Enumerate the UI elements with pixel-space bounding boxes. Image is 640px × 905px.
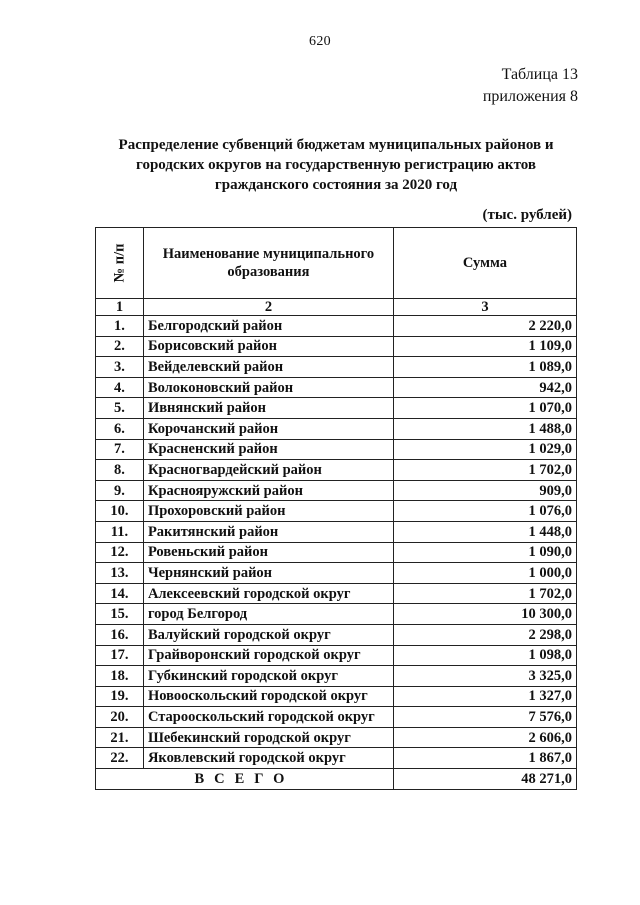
municipality-name: Корочанский район bbox=[143, 418, 393, 439]
total-label: ВСЕГО bbox=[96, 769, 394, 790]
table-row bbox=[96, 707, 577, 728]
municipality-name: Ракитянский район bbox=[143, 521, 393, 542]
row-number: 15. bbox=[96, 604, 144, 625]
page-number: 620 bbox=[309, 34, 331, 49]
column-index-3: 3 bbox=[393, 299, 576, 316]
row-number: 11. bbox=[96, 521, 144, 542]
row-number: 3. bbox=[96, 357, 144, 378]
municipality-name: Новооскольский городской округ bbox=[143, 686, 393, 707]
subsidy-amount: 1 089,0 bbox=[393, 357, 576, 378]
municipality-name: Красненский район bbox=[143, 439, 393, 460]
municipality-name: Прохоровский район bbox=[143, 501, 393, 522]
municipality-name: Яковлевский городской округ bbox=[143, 748, 393, 769]
municipality-name: Шебекинский городской округ bbox=[143, 727, 393, 748]
row-number: 8. bbox=[96, 460, 144, 481]
municipality-name: Губкинский городской округ bbox=[143, 666, 393, 687]
municipality-name: Грайворонский городской округ bbox=[143, 645, 393, 666]
table-row bbox=[96, 439, 577, 460]
subsidy-amount: 1 488,0 bbox=[393, 418, 576, 439]
municipality-name: Краснояружский район bbox=[143, 480, 393, 501]
row-number: 18. bbox=[96, 666, 144, 687]
appendix-annex-label: приложения 8 bbox=[482, 88, 578, 105]
subsidy-amount: 2 220,0 bbox=[393, 316, 576, 337]
subsidy-amount: 942,0 bbox=[393, 377, 576, 398]
table-row bbox=[96, 563, 577, 584]
subsidy-amount: 1 029,0 bbox=[393, 439, 576, 460]
table-row bbox=[96, 316, 577, 337]
subsidy-table bbox=[95, 227, 577, 790]
column-index-row bbox=[96, 299, 577, 316]
table-row bbox=[96, 624, 577, 645]
municipality-name: Ивнянский район bbox=[143, 398, 393, 419]
row-number: 9. bbox=[96, 480, 144, 501]
subsidy-amount: 909,0 bbox=[393, 480, 576, 501]
municipality-name: город Белгород bbox=[143, 604, 393, 625]
table-row bbox=[96, 377, 577, 398]
row-number: 16. bbox=[96, 624, 144, 645]
subsidy-amount: 10 300,0 bbox=[393, 604, 576, 625]
table-row bbox=[96, 686, 577, 707]
municipality-name: Вейделевский район bbox=[143, 357, 393, 378]
header-num-label: № п/п bbox=[111, 243, 128, 283]
row-number: 14. bbox=[96, 583, 144, 604]
row-number: 1. bbox=[96, 316, 144, 337]
municipality-name: Ровеньский район bbox=[143, 542, 393, 563]
subsidy-amount: 1 702,0 bbox=[393, 460, 576, 481]
row-number: 2. bbox=[96, 336, 144, 357]
subsidy-amount: 3 325,0 bbox=[393, 666, 576, 687]
table-row bbox=[96, 666, 577, 687]
subsidy-amount: 1 000,0 bbox=[393, 563, 576, 584]
table-row bbox=[96, 604, 577, 625]
header-sum: Сумма bbox=[393, 228, 576, 299]
municipality-name: Белгородский район bbox=[143, 316, 393, 337]
appendix-table-label: Таблица 13 bbox=[501, 66, 578, 83]
appendix-reference bbox=[483, 64, 578, 108]
municipality-name: Борисовский район bbox=[143, 336, 393, 357]
subsidy-amount: 1 867,0 bbox=[393, 748, 576, 769]
total-row bbox=[96, 769, 577, 790]
column-index-2: 2 bbox=[143, 299, 393, 316]
row-number: 17. bbox=[96, 645, 144, 666]
subsidy-amount: 1 109,0 bbox=[393, 336, 576, 357]
table-row bbox=[96, 542, 577, 563]
row-number: 7. bbox=[96, 439, 144, 460]
municipality-name: Алексеевский городской округ bbox=[143, 583, 393, 604]
column-index-1: 1 bbox=[96, 299, 144, 316]
subsidy-amount: 2 606,0 bbox=[393, 727, 576, 748]
table-row bbox=[96, 418, 577, 439]
table-row bbox=[96, 521, 577, 542]
header-num bbox=[96, 228, 144, 299]
row-number: 19. bbox=[96, 686, 144, 707]
row-number: 21. bbox=[96, 727, 144, 748]
table-row bbox=[96, 480, 577, 501]
row-number: 5. bbox=[96, 398, 144, 419]
subsidy-amount: 1 090,0 bbox=[393, 542, 576, 563]
subsidy-amount: 1 327,0 bbox=[393, 686, 576, 707]
total-amount: 48 271,0 bbox=[393, 769, 576, 790]
row-number: 22. bbox=[96, 748, 144, 769]
table-row bbox=[96, 336, 577, 357]
subsidy-amount: 2 298,0 bbox=[393, 624, 576, 645]
table-row bbox=[96, 727, 577, 748]
subsidy-amount: 7 576,0 bbox=[393, 707, 576, 728]
table-head bbox=[96, 228, 577, 299]
municipality-name: Старооскольский городской округ bbox=[143, 707, 393, 728]
header-name: Наименование муниципального образования bbox=[143, 228, 393, 299]
table-row bbox=[96, 748, 577, 769]
subsidy-amount: 1 448,0 bbox=[393, 521, 576, 542]
table-row bbox=[96, 357, 577, 378]
subsidy-amount: 1 076,0 bbox=[393, 501, 576, 522]
table-row bbox=[96, 645, 577, 666]
subsidy-amount: 1 070,0 bbox=[393, 398, 576, 419]
row-number: 13. bbox=[96, 563, 144, 584]
header-row bbox=[96, 228, 577, 299]
document-title: Распределение субвенций бюджетам муниципальных районов и городских округов на государственную регистрацию актов гражданского состояния за 2020 год bbox=[118, 137, 554, 193]
municipality-name: Валуйский городской округ bbox=[143, 624, 393, 645]
table-row bbox=[96, 460, 577, 481]
row-number: 6. bbox=[96, 418, 144, 439]
table-body bbox=[96, 299, 577, 790]
row-number: 12. bbox=[96, 542, 144, 563]
subsidy-amount: 1 098,0 bbox=[393, 645, 576, 666]
municipality-name: Красногвардейский район bbox=[143, 460, 393, 481]
units-label: (тыс. рублей) bbox=[482, 207, 572, 223]
row-number: 20. bbox=[96, 707, 144, 728]
table-row bbox=[96, 501, 577, 522]
subsidy-amount: 1 702,0 bbox=[393, 583, 576, 604]
municipality-name: Волоконовский район bbox=[143, 377, 393, 398]
row-number: 4. bbox=[96, 377, 144, 398]
municipality-name: Чернянский район bbox=[143, 563, 393, 584]
row-number: 10. bbox=[96, 501, 144, 522]
table-row bbox=[96, 398, 577, 419]
table-row bbox=[96, 583, 577, 604]
